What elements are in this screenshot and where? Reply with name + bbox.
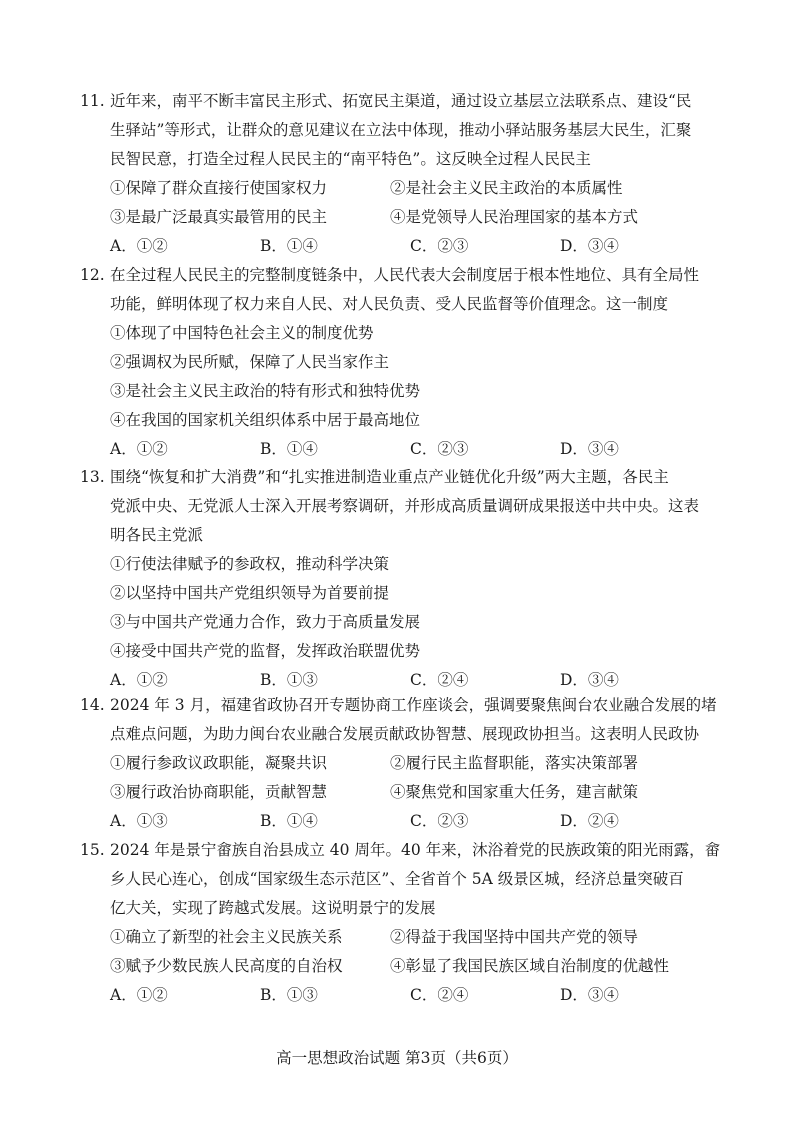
page-footer: 高一思想政治试题 第3页（共6页） bbox=[276, 1049, 518, 1067]
answer-choices bbox=[80, 981, 710, 1010]
answer-d: D．③④ bbox=[560, 986, 619, 1004]
question-stem bbox=[80, 691, 717, 749]
answer-c: C．②④ bbox=[410, 986, 469, 1004]
question-number: 14. bbox=[80, 696, 105, 714]
option-2: ②履行民主监督职能，落实决策部署 bbox=[390, 754, 639, 772]
stem-line: 点难点问题，为助力闽台农业融合发展贡献政协智慧、展现政协担当。这表明人民政协 bbox=[110, 725, 700, 743]
stem-line: 功能，鲜明体现了权力来自人民、对人民负责、受人民监督等价值理念。这一制度 bbox=[110, 295, 669, 313]
answer-a: A．①② bbox=[110, 237, 168, 255]
answer-d: D．③④ bbox=[560, 440, 619, 458]
question-stem bbox=[80, 87, 710, 174]
stem-line: 明各民主党派 bbox=[110, 526, 204, 544]
option-2: ②是社会主义民主政治的本质属性 bbox=[390, 179, 623, 197]
answer-b: B．①③ bbox=[260, 986, 318, 1004]
option-3: ③是社会主义民主政治的特有形式和独特优势 bbox=[110, 382, 421, 400]
option-list bbox=[80, 749, 710, 807]
stem-line: 11. 近年来，南平不断丰富民主形式、拓宽民主渠道，通过设立基层立法联系点、建设“民 bbox=[80, 87, 710, 116]
option-2: ②得益于我国坚持中国共产党的领导 bbox=[390, 928, 639, 946]
stem-line: 民智民意，打造全过程人民民主的“南平特色”。这反映全过程人民民主 bbox=[110, 150, 591, 168]
option-3: ③是最广泛最真实最管用的民主 bbox=[110, 208, 328, 226]
stem-line: 党派中央、无党派人士深入开展考察调研，并形成高质量调研成果报送中共中央。这表 bbox=[110, 497, 700, 515]
answer-b: B．①④ bbox=[260, 237, 318, 255]
option-1: ①体现了中国特色社会主义的制度优势 bbox=[110, 324, 374, 342]
answer-choices bbox=[80, 232, 710, 261]
stem-line: 15. 2024 年是景宁畲族自治县成立 40 周年。40 年来，沐浴着党的民族政策的阳光雨露，畲 bbox=[80, 836, 710, 865]
answer-c: C．②④ bbox=[410, 671, 469, 689]
stem-line: 亿大关，实现了跨越式发展。这说明景宁的发展 bbox=[110, 899, 436, 917]
question-number: 15. bbox=[80, 841, 105, 859]
option-4: ④是党领导人民治理国家的基本方式 bbox=[390, 208, 639, 226]
option-1: ①履行参政议政职能，凝聚共识 bbox=[110, 754, 328, 772]
option-1: ①保障了群众直接行使国家权力 bbox=[110, 179, 328, 197]
question-15 bbox=[80, 836, 721, 1010]
answer-b: B．①④ bbox=[260, 812, 318, 830]
option-4: ④彰显了我国民族区域自治制度的优越性 bbox=[390, 957, 670, 975]
option-2: ②强调权为民所赋，保障了人民当家作主 bbox=[110, 353, 390, 371]
option-2: ②以坚持中国共产党组织领导为首要前提 bbox=[110, 584, 390, 602]
question-12 bbox=[80, 261, 710, 464]
answer-b: B．①③ bbox=[260, 671, 318, 689]
stem-line: 乡人民心连心，创成“国家级生态示范区”、全省首个 5A 级景区城，经济总量突破百 bbox=[110, 870, 684, 888]
question-14 bbox=[80, 691, 717, 836]
option-3: ③赋予少数民族人民高度的自治权 bbox=[110, 957, 343, 975]
answer-a: A．①② bbox=[110, 671, 168, 689]
question-number: 11. bbox=[80, 92, 105, 110]
stem-line: 生驿站”等形式，让群众的意见建议在立法中体现，推动小驿站服务基层大民生，汇聚 bbox=[110, 121, 692, 139]
option-3: ③履行政治协商职能，贡献智慧 bbox=[110, 783, 328, 801]
option-4: ④在我国的国家机关组织体系中居于最高地位 bbox=[110, 411, 421, 429]
answer-d: D．②④ bbox=[560, 812, 619, 830]
answer-a: A．①② bbox=[110, 440, 168, 458]
stem-line: 14. 2024 年 3 月，福建省政协召开专题协商工作座谈会，强调要聚焦闽台农业融合发展的堵 bbox=[80, 691, 710, 720]
answer-d: D．③④ bbox=[560, 237, 619, 255]
question-stem bbox=[80, 261, 710, 319]
answer-choices bbox=[80, 435, 710, 464]
option-4: ④聚焦党和国家重大任务，建言献策 bbox=[390, 783, 639, 801]
answer-c: C．②③ bbox=[410, 812, 469, 830]
question-number: 13. bbox=[80, 468, 105, 486]
answer-choices bbox=[80, 807, 710, 836]
answer-c: C．②③ bbox=[410, 237, 469, 255]
option-list bbox=[80, 550, 710, 666]
answer-a: A．①② bbox=[110, 986, 168, 1004]
stem-line: 13. 围绕“恢复和扩大消费”和“扎实推进制造业重点产业链优化升级”两大主题，各民主 bbox=[80, 463, 710, 492]
stem-line: 12. 在全过程人民民主的完整制度链条中，人民代表大会制度居于根本性地位、具有全局性 bbox=[80, 261, 710, 290]
option-list bbox=[80, 923, 710, 981]
question-stem bbox=[80, 836, 721, 923]
question-stem bbox=[80, 463, 710, 550]
question-13 bbox=[80, 463, 710, 695]
option-1: ①确立了新型的社会主义民族关系 bbox=[110, 928, 343, 946]
answer-d: D．③④ bbox=[560, 671, 619, 689]
answer-c: C．②③ bbox=[410, 440, 469, 458]
option-list bbox=[80, 319, 710, 435]
option-4: ④接受中国共产党的监督，发挥政治联盟优势 bbox=[110, 642, 421, 660]
answer-b: B．①④ bbox=[260, 440, 318, 458]
option-3: ③与中国共产党通力合作，致力于高质量发展 bbox=[110, 613, 421, 631]
option-1: ①行使法律赋予的参政权，推动科学决策 bbox=[110, 555, 390, 573]
answer-a: A．①③ bbox=[110, 812, 168, 830]
option-list bbox=[80, 174, 710, 232]
question-11 bbox=[80, 87, 710, 261]
question-number: 12. bbox=[80, 266, 105, 284]
